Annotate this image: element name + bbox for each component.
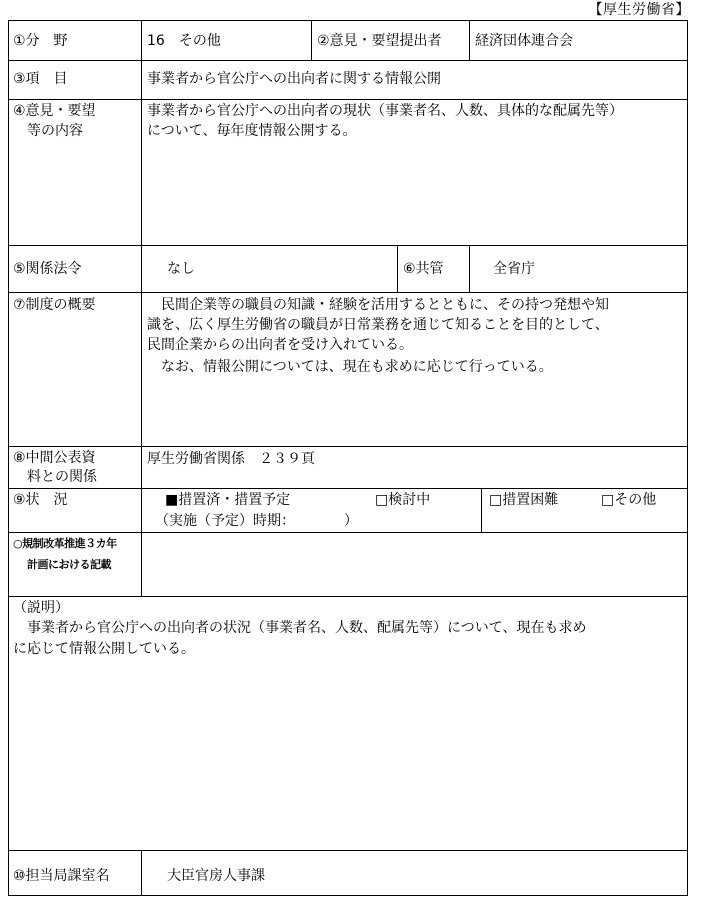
office-label: ⑩担当局課室名 [13,868,110,884]
column-divider [397,245,398,292]
status-option-under-review[interactable]: □検討中 [375,492,431,508]
row-divider [9,532,687,533]
row-divider [9,60,687,61]
row-divider [9,446,687,447]
request-line2: について、毎年度情報公開する。 [147,123,357,139]
law-label: ⑤関係法令 [13,261,82,277]
interim-label-line1: ⑧中間公表資 [13,450,96,466]
item-label: ③項 目 [13,71,68,87]
overview-line4: なお、情報公開については、現在も求めに応じて行っている。 [147,359,553,375]
request-label-line1: ④意見・要望 [13,103,96,119]
request-line1: 事業者から官公庁への出向者の現状（事業者名、人数、具体的な配属先等） [147,103,623,119]
request-label-line2: 等の内容 [13,123,83,139]
explanation-line1: 事業者から官公庁への出向者の状況（事業者名、人数、配属先等）について、現在も求め [13,620,587,636]
overview-line1: 民間企業等の職員の知識・経験を活用するとともに、その持つ発想や知 [147,297,609,313]
status-option-other[interactable]: □その他 [601,492,657,508]
label-column-divider [141,21,142,597]
status-label: ⑨状 況 [13,492,68,508]
label-column-divider [141,850,142,896]
column-divider [311,21,312,60]
plan-label-line2: 計画における記載 [27,558,111,571]
column-divider [469,21,470,60]
overview-label: ⑦制度の概要 [13,297,96,313]
explanation-heading: （説明） [13,600,69,616]
row-divider [9,596,687,597]
implementation-date-line: （実施（予定）時期： ） [155,513,358,529]
interim-value: 厚生労働省関係 ２３９頁 [147,451,315,467]
row-divider [9,488,687,489]
department-label: 【厚生労働省】 [588,2,690,18]
cojurisdiction-label: ⑥共管 [403,261,444,277]
interim-label-line2: 料との関係 [13,469,97,485]
explanation-line2: に応じて情報公開している。 [13,641,195,657]
field-label: ①分 野 [13,33,68,49]
row-divider [9,99,687,100]
law-value: なし [167,261,195,277]
plan-label-line1: ○規制改革推進３カ年 [13,537,117,550]
request-form-table [8,20,688,896]
row-divider [9,292,687,293]
overview-line3: 民間企業からの出向者を受け入れている。 [147,337,413,353]
submitter-label: ②意見・要望提出者 [317,33,442,49]
cojurisdiction-value: 全省庁 [493,261,535,277]
status-option-difficult[interactable]: □措置困難 [489,492,559,508]
field-value: 16 その他 [147,33,221,49]
row-divider [9,850,687,851]
overview-line2: 識を、広く厚生労働省の職員が日常業務を通じて知ることを目的として、 [147,317,609,333]
row-divider [9,245,687,246]
column-divider [481,488,482,532]
submitter-value: 経済団体連合会 [475,33,573,49]
item-value: 事業者から官公庁への出向者に関する情報公開 [147,71,441,87]
column-divider [469,245,470,292]
office-value: 大臣官房人事課 [167,868,265,884]
status-option-implemented[interactable]: ■措置済・措置予定 [165,492,291,508]
